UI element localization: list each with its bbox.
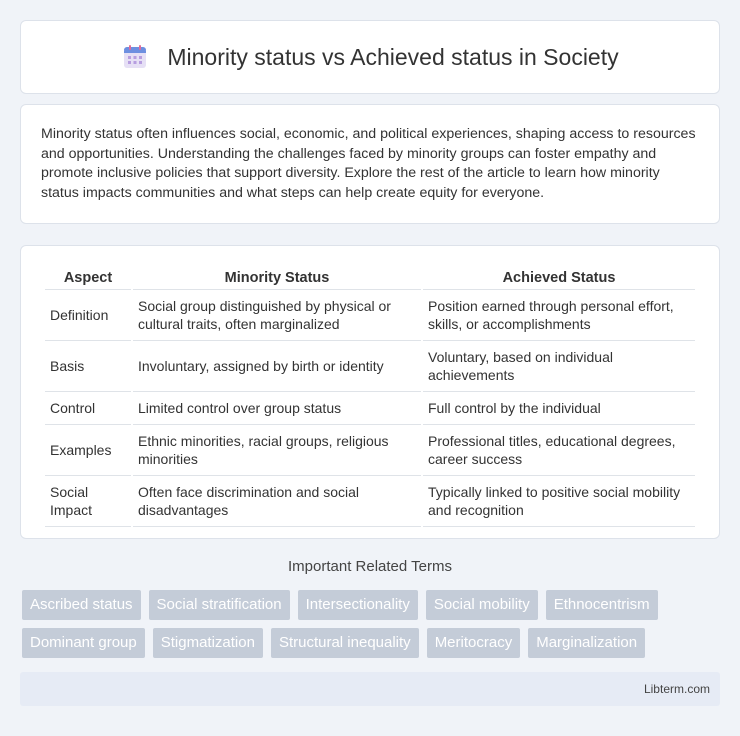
table-row <box>45 476 695 527</box>
term-tag[interactable]: Social mobility <box>426 590 538 620</box>
table-row <box>45 425 695 476</box>
table-header-row <box>45 266 695 290</box>
cell-achieved: Typically linked to positive social mobility and recognition <box>423 476 695 527</box>
intro-text: Minority status often influences social, economic, and political experiences, shaping access to resources and opportunities. Understanding the challenges faced by minority groups can foster empathy and promote inclusive policies that support diversity. Explore the rest of the article to learn how minority status impacts communities and what steps can help create equity for everyone. <box>41 126 696 201</box>
cell-minority: Involuntary, assigned by birth or identity <box>133 341 421 392</box>
cell-achieved: Position earned through personal effort, skills, or accomplishments <box>423 290 695 341</box>
term-tag[interactable]: Intersectionality <box>298 590 418 620</box>
header-minority-status: Minority Status <box>133 266 421 290</box>
cell-aspect: Social Impact <box>45 476 131 527</box>
term-tag[interactable]: Dominant group <box>22 628 145 658</box>
term-tag[interactable]: Stigmatization <box>153 628 263 658</box>
comparison-table <box>43 266 697 527</box>
header-card <box>20 20 720 94</box>
intro-card <box>20 104 720 224</box>
header-achieved-status: Achieved Status <box>423 266 695 290</box>
term-tag[interactable]: Marginalization <box>528 628 645 658</box>
cell-aspect: Basis <box>45 341 131 392</box>
cell-minority: Often face discrimination and social disadvantages <box>133 476 421 527</box>
related-terms-title: Important Related Terms <box>288 558 452 575</box>
footer <box>20 672 720 706</box>
term-tag[interactable]: Structural inequality <box>271 628 419 658</box>
cell-minority: Ethnic minorities, racial groups, religious minorities <box>133 425 421 476</box>
cell-achieved: Professional titles, educational degrees, career success <box>423 425 695 476</box>
cell-achieved: Full control by the individual <box>423 392 695 425</box>
term-tag[interactable]: Meritocracy <box>427 628 521 658</box>
header-aspect: Aspect <box>45 266 131 290</box>
table-row <box>45 290 695 341</box>
page-title: Minority status vs Achieved status in Society <box>167 43 619 70</box>
cell-aspect: Examples <box>45 425 131 476</box>
term-tag[interactable]: Social stratification <box>149 590 290 620</box>
cell-minority: Limited control over group status <box>133 392 421 425</box>
cell-achieved: Voluntary, based on individual achievements <box>423 341 695 392</box>
calendar-icon <box>121 43 149 71</box>
cell-aspect: Control <box>45 392 131 425</box>
related-terms-list <box>22 590 722 666</box>
table-row <box>45 341 695 392</box>
cell-aspect: Definition <box>45 290 131 341</box>
term-tag[interactable]: Ascribed status <box>22 590 141 620</box>
cell-minority: Social group distinguished by physical or cultural traits, often marginalized <box>133 290 421 341</box>
table-row <box>45 392 695 425</box>
comparison-table-card <box>20 245 720 539</box>
term-tag[interactable]: Ethnocentrism <box>546 590 658 620</box>
footer-link[interactable]: Libterm.com <box>643 682 710 696</box>
